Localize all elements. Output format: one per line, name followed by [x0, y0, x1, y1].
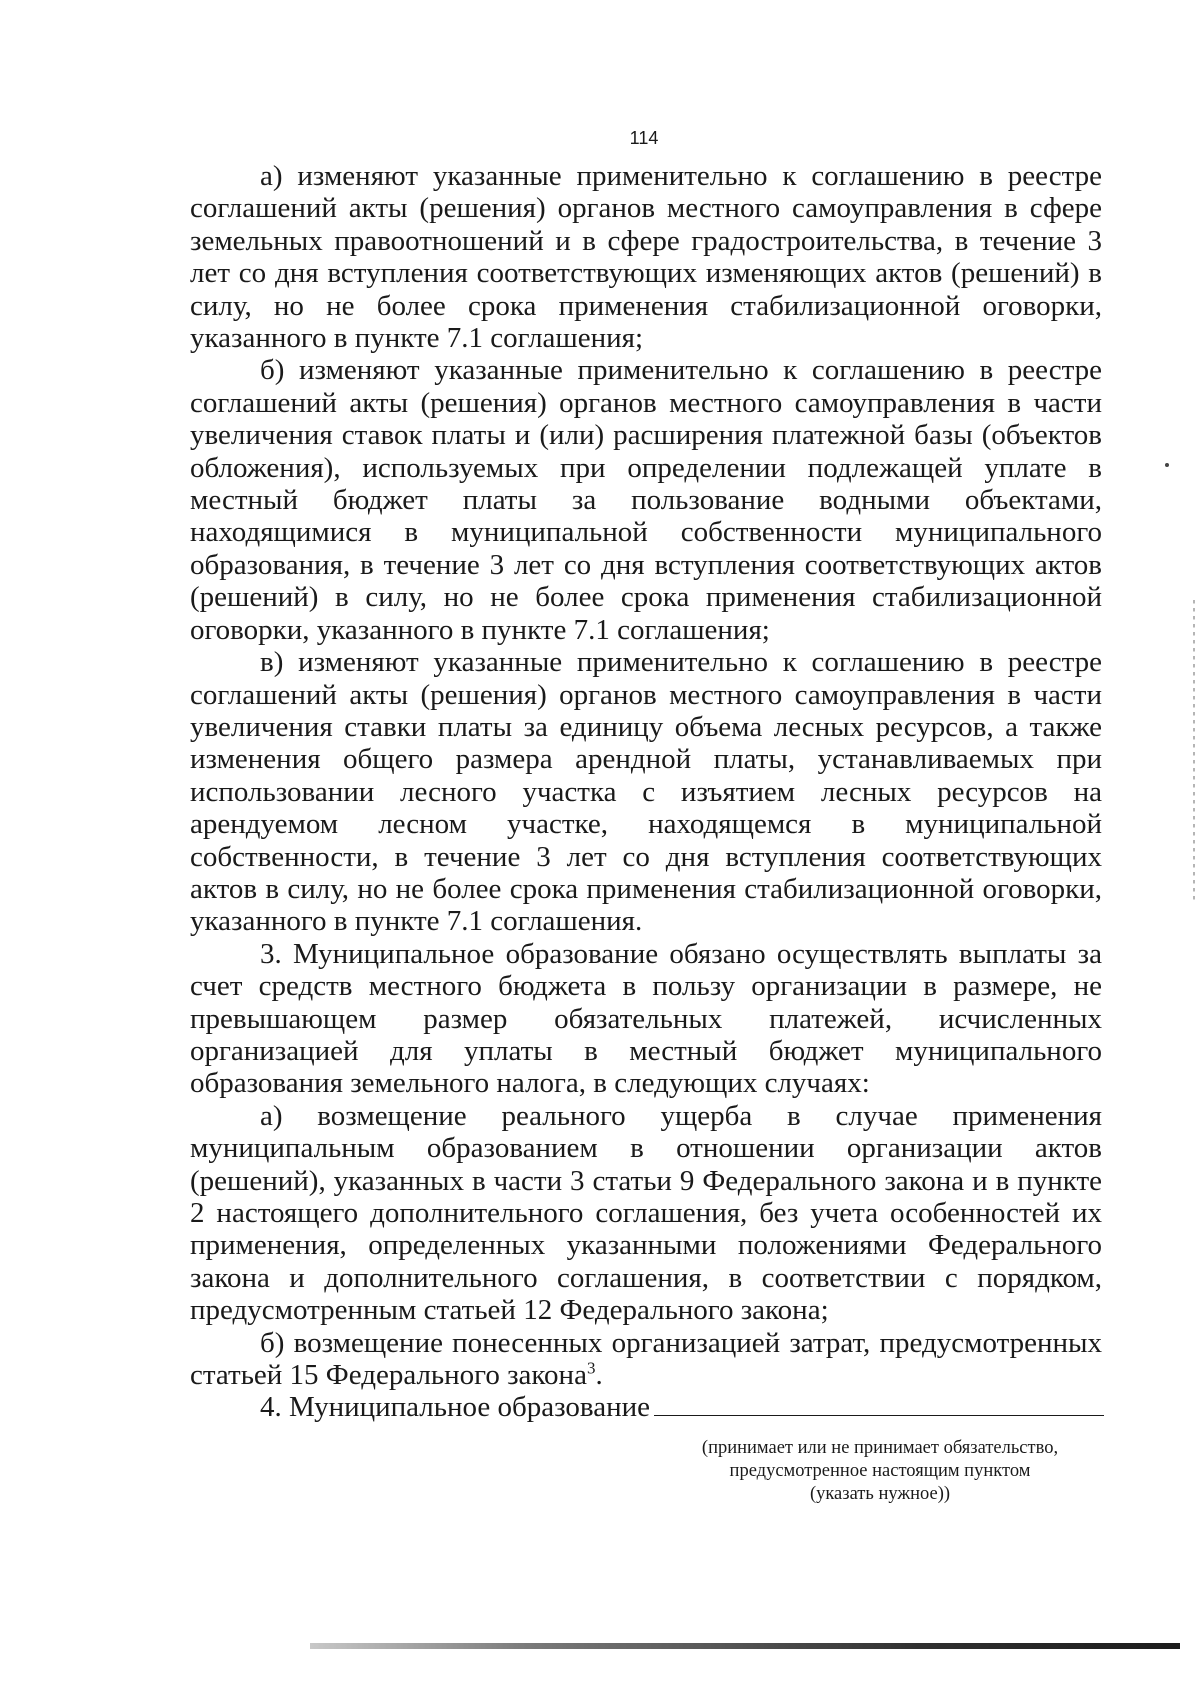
paragraph-3b-text: б) возмещение понесенных организацией затрат, предусмотренных статьей 15 Федерального закона [190, 1326, 1102, 1392]
paragraph-4-text: 4. Муниципальное образование [260, 1391, 650, 1424]
paragraph-2a: а) изменяют указанные применительно к соглашению в реестре соглашений акты (решения) органов местного самоуправления в сфере земельных правоотношений и в сфере градостроительства, в течение 3 лет со дня вступления соответствующих изменяющих актов (решений) в силу, но не более срока применения стабилизационной оговорки, указанного в пункте 7.1 соглашения; [190, 160, 1102, 355]
footnote-mark: 3 [586, 1358, 596, 1378]
paragraph-3b-end: . [595, 1359, 603, 1392]
caption-line-1: (принимает или не принимает обязательство, [701, 1438, 1059, 1458]
page-number: 114 [629, 128, 659, 148]
scan-speck [1165, 463, 1169, 467]
paragraph-3a: а) возмещение реального ущерба в случае применения муниципальным образованием в отношении организации актов (решений), указанных в части 3 статьи 9 Федерального закона и в пункте 2 настоящего дополнительного соглашения, без учета особенностей их применения, определенных указанными положениями Федерального закона и дополнительного соглашения, в соответствии с порядком, предусмотренным статьей 12 Федерального закона; [190, 1099, 1102, 1327]
paragraph-3: 3. Муниципальное образование обязано осуществлять выплаты за счет средств местного бюджета в пользу организации в размере, не превышающем размер обязательных платежей, исчисленных организацией для уплаты в местный бюджет муниципального образования земельного налога, в следующих случаях: [190, 937, 1102, 1100]
paragraph-4 [190, 1391, 1102, 1423]
fill-in-blank-line [654, 1391, 1104, 1416]
paragraph-3b [190, 1327, 1102, 1392]
caption-line-2: предусмотренное настоящим пунктом [729, 1461, 1031, 1481]
document-body [190, 160, 1102, 1424]
paragraph-2b: б) изменяют указанные применительно к соглашению в реестре соглашений акты (решения) органов местного самоуправления в части увеличения ставок платы и (или) расширения платежной базы (объектов обложения), используемых при определении подлежащей уплате в местный бюджет платы за пользование водными объектами, находящимися в муниципальной собственности муниципального образования, в течение 3 лет со дня вступления соответствующих актов (решений) в силу, но не более срока применения стабилизационной оговорки, указанного в пункте 7.1 соглашения; [190, 354, 1102, 646]
fill-in-caption [650, 1437, 1110, 1506]
bottom-scan-rule [310, 1643, 1180, 1649]
caption-line-3: (указать нужное)) [809, 1484, 951, 1504]
scan-margin-artifact [1193, 600, 1195, 900]
paragraph-2v: в) изменяют указанные применительно к соглашению в реестре соглашений акты (решения) органов местного самоуправления в части увеличения ставки платы за единицу объема лесных ресурсов, а также изменения общего размера арендной платы, устанавливаемых при использовании лесного участка с изъятием лесных ресурсов на арендуемом лесном участке, находящемся в муниципальной собственности, в течение 3 лет со дня вступления соответствующих актов в силу, но не более срока применения стабилизационной оговорки, указанного в пункте 7.1 соглашения. [190, 646, 1102, 938]
